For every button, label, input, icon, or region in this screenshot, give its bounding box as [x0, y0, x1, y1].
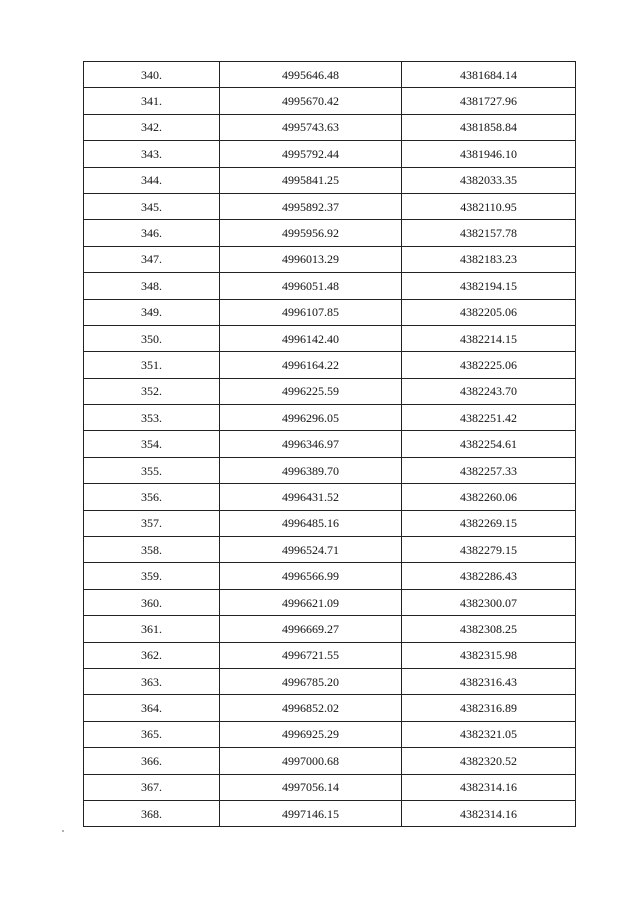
scan-speck — [62, 830, 64, 832]
y-coordinate-cell: 4382260.06 — [402, 484, 576, 510]
y-coordinate-cell: 4382316.43 — [402, 668, 576, 694]
x-coordinate-cell: 4996164.22 — [220, 352, 402, 378]
point-number-cell: 367. — [84, 774, 220, 800]
point-number-cell: 352. — [84, 378, 220, 404]
point-number-cell: 346. — [84, 220, 220, 246]
y-coordinate-cell: 4382205.06 — [402, 299, 576, 325]
point-number-cell: 365. — [84, 721, 220, 747]
x-coordinate-cell: 4996785.20 — [220, 668, 402, 694]
y-coordinate-cell: 4381858.84 — [402, 114, 576, 140]
y-coordinate-cell: 4382320.52 — [402, 748, 576, 774]
y-coordinate-cell: 4382254.61 — [402, 431, 576, 457]
point-number-cell: 368. — [84, 800, 220, 826]
table-row — [84, 405, 576, 431]
x-coordinate-cell: 4996669.27 — [220, 616, 402, 642]
y-coordinate-cell: 4382110.95 — [402, 193, 576, 219]
table-row — [84, 62, 576, 88]
point-number-cell: 366. — [84, 748, 220, 774]
y-coordinate-cell: 4382308.25 — [402, 616, 576, 642]
table-row — [84, 642, 576, 668]
y-coordinate-cell: 4382183.23 — [402, 246, 576, 272]
x-coordinate-cell: 4996013.29 — [220, 246, 402, 272]
x-coordinate-cell: 4996566.99 — [220, 563, 402, 589]
table-row — [84, 668, 576, 694]
table-row — [84, 352, 576, 378]
x-coordinate-cell: 4996051.48 — [220, 273, 402, 299]
x-coordinate-cell: 4996852.02 — [220, 695, 402, 721]
y-coordinate-cell: 4382251.42 — [402, 405, 576, 431]
point-number-cell: 364. — [84, 695, 220, 721]
y-coordinate-cell: 4382316.89 — [402, 695, 576, 721]
point-number-cell: 351. — [84, 352, 220, 378]
y-coordinate-cell: 4381946.10 — [402, 141, 576, 167]
table-row — [84, 484, 576, 510]
y-coordinate-cell: 4381727.96 — [402, 88, 576, 114]
y-coordinate-cell: 4382269.15 — [402, 510, 576, 536]
point-number-cell: 341. — [84, 88, 220, 114]
table-row — [84, 273, 576, 299]
table-row — [84, 141, 576, 167]
x-coordinate-cell: 4996721.55 — [220, 642, 402, 668]
x-coordinate-cell: 4996142.40 — [220, 325, 402, 351]
point-number-cell: 350. — [84, 325, 220, 351]
x-coordinate-cell: 4995670.42 — [220, 88, 402, 114]
x-coordinate-cell: 4996107.85 — [220, 299, 402, 325]
point-number-cell: 353. — [84, 405, 220, 431]
point-number-cell: 360. — [84, 589, 220, 615]
x-coordinate-cell: 4996925.29 — [220, 721, 402, 747]
point-number-cell: 347. — [84, 246, 220, 272]
x-coordinate-cell: 4996296.05 — [220, 405, 402, 431]
y-coordinate-cell: 4382321.05 — [402, 721, 576, 747]
x-coordinate-cell: 4995743.63 — [220, 114, 402, 140]
table-row — [84, 457, 576, 483]
y-coordinate-cell: 4382225.06 — [402, 352, 576, 378]
y-coordinate-cell: 4382286.43 — [402, 563, 576, 589]
table-row — [84, 563, 576, 589]
y-coordinate-cell: 4382194.15 — [402, 273, 576, 299]
y-coordinate-cell: 4382279.15 — [402, 537, 576, 563]
table-row — [84, 695, 576, 721]
point-number-cell: 345. — [84, 193, 220, 219]
point-number-cell: 343. — [84, 141, 220, 167]
x-coordinate-cell: 4995956.92 — [220, 220, 402, 246]
point-number-cell: 340. — [84, 62, 220, 88]
table-row — [84, 721, 576, 747]
x-coordinate-cell: 4995792.44 — [220, 141, 402, 167]
point-number-cell: 359. — [84, 563, 220, 589]
point-number-cell: 342. — [84, 114, 220, 140]
y-coordinate-cell: 4382157.78 — [402, 220, 576, 246]
y-coordinate-cell: 4382033.35 — [402, 167, 576, 193]
x-coordinate-cell: 4996389.70 — [220, 457, 402, 483]
point-number-cell: 344. — [84, 167, 220, 193]
x-coordinate-cell: 4996524.71 — [220, 537, 402, 563]
y-coordinate-cell: 4382243.70 — [402, 378, 576, 404]
y-coordinate-cell: 4382257.33 — [402, 457, 576, 483]
table-row — [84, 167, 576, 193]
y-coordinate-cell: 4382314.16 — [402, 800, 576, 826]
table-row — [84, 299, 576, 325]
table-row — [84, 114, 576, 140]
table-row — [84, 800, 576, 826]
x-coordinate-cell: 4997146.15 — [220, 800, 402, 826]
x-coordinate-cell: 4997056.14 — [220, 774, 402, 800]
x-coordinate-cell: 4996346.97 — [220, 431, 402, 457]
point-number-cell: 357. — [84, 510, 220, 536]
x-coordinate-cell: 4997000.68 — [220, 748, 402, 774]
point-number-cell: 349. — [84, 299, 220, 325]
x-coordinate-cell: 4996485.16 — [220, 510, 402, 536]
x-coordinate-cell: 4995892.37 — [220, 193, 402, 219]
y-coordinate-cell: 4381684.14 — [402, 62, 576, 88]
x-coordinate-cell: 4996621.09 — [220, 589, 402, 615]
y-coordinate-cell: 4382300.07 — [402, 589, 576, 615]
table-row — [84, 220, 576, 246]
table-row — [84, 774, 576, 800]
coordinates-table-body — [84, 62, 576, 827]
x-coordinate-cell: 4996225.59 — [220, 378, 402, 404]
point-number-cell: 348. — [84, 273, 220, 299]
table-row — [84, 246, 576, 272]
table-row — [84, 616, 576, 642]
table-row — [84, 748, 576, 774]
coordinates-table — [83, 61, 576, 827]
point-number-cell: 358. — [84, 537, 220, 563]
table-row — [84, 431, 576, 457]
table-row — [84, 193, 576, 219]
x-coordinate-cell: 4995841.25 — [220, 167, 402, 193]
point-number-cell: 356. — [84, 484, 220, 510]
table-row — [84, 510, 576, 536]
point-number-cell: 355. — [84, 457, 220, 483]
point-number-cell: 363. — [84, 668, 220, 694]
table-row — [84, 88, 576, 114]
table-row — [84, 537, 576, 563]
y-coordinate-cell: 4382214.15 — [402, 325, 576, 351]
point-number-cell: 362. — [84, 642, 220, 668]
y-coordinate-cell: 4382315.98 — [402, 642, 576, 668]
y-coordinate-cell: 4382314.16 — [402, 774, 576, 800]
point-number-cell: 354. — [84, 431, 220, 457]
table-row — [84, 378, 576, 404]
x-coordinate-cell: 4996431.52 — [220, 484, 402, 510]
table-row — [84, 589, 576, 615]
point-number-cell: 361. — [84, 616, 220, 642]
x-coordinate-cell: 4995646.48 — [220, 62, 402, 88]
table-row — [84, 325, 576, 351]
